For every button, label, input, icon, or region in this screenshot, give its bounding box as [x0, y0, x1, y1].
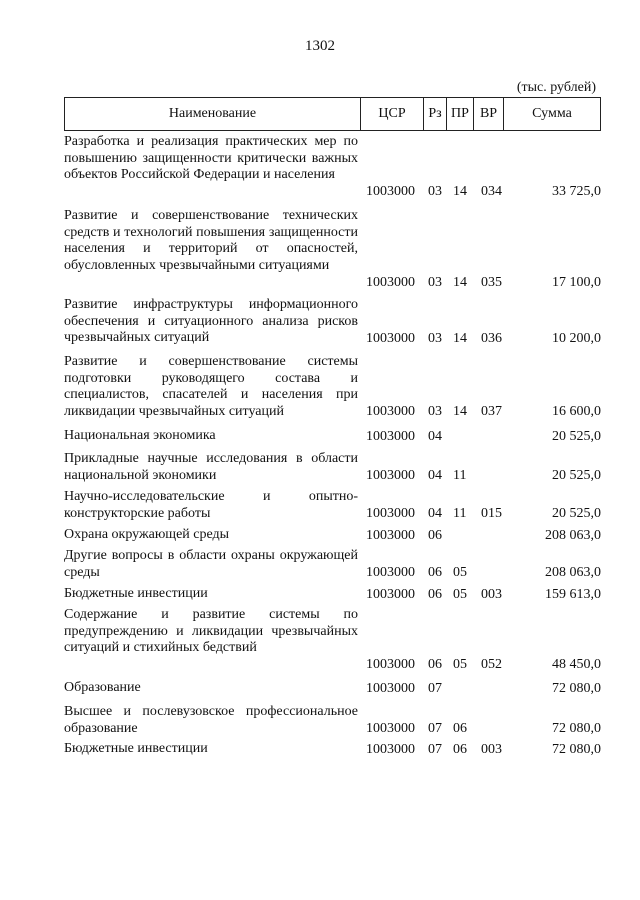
units-label: (тыс. рублей): [516, 80, 596, 95]
row-rz: 06: [428, 586, 442, 602]
row-sum: 208 063,0: [545, 527, 601, 543]
row-sum: 33 725,0: [552, 183, 601, 199]
row-pr: 05: [453, 564, 467, 580]
header-name: Наименование: [168, 106, 257, 121]
row-rz: 03: [428, 403, 442, 419]
table-row: [64, 741, 601, 758]
row-vr: 034: [481, 183, 502, 199]
row-pr: 06: [453, 741, 467, 757]
row-rz: 03: [428, 183, 442, 199]
row-name: Развитие и совершенствование технических средств и технологий повышения защищенности населения и территорий от опасностей, обусловленных чрезвычайными ситуациями: [64, 208, 358, 273]
table-row: [64, 586, 601, 603]
row-pr: 14: [453, 330, 467, 346]
row-name: Бюджетные инвестиции: [64, 586, 208, 601]
row-sum: 48 450,0: [552, 656, 601, 672]
table-row: [64, 548, 601, 581]
row-rz: 04: [428, 505, 442, 521]
row-sum: 10 200,0: [552, 330, 601, 346]
table-row: [64, 704, 601, 737]
row-name: Прикладные научные исследования в области национальной экономики: [64, 451, 358, 483]
row-csr: 1003000: [366, 720, 415, 736]
table-row: [64, 489, 601, 522]
table-row: [64, 607, 601, 673]
row-rz: 04: [428, 467, 442, 483]
table-row: [64, 208, 601, 291]
row-sum: 20 525,0: [552, 428, 601, 444]
row-pr: 14: [453, 183, 467, 199]
table-row: [64, 428, 601, 445]
row-csr: 1003000: [366, 680, 415, 696]
table-row: [64, 297, 601, 347]
row-name: Другие вопросы в области охраны окружающей среды: [64, 548, 358, 580]
table-row: [64, 527, 601, 544]
row-vr: 037: [481, 403, 502, 419]
row-name: Развитие и совершенствование системы подготовки руководящего состава и специалистов, спасателей и населения при ликвидации чрезвычайных ситуаций: [64, 354, 358, 419]
row-sum: 16 600,0: [552, 403, 601, 419]
row-csr: 1003000: [366, 428, 415, 444]
row-rz: 03: [428, 274, 442, 290]
row-sum: 72 080,0: [552, 741, 601, 757]
row-csr: 1003000: [366, 586, 415, 602]
row-pr: 11: [453, 467, 467, 483]
row-name: Охрана окружающей среды: [64, 527, 230, 542]
row-rz: 03: [428, 330, 442, 346]
row-sum: 20 525,0: [552, 467, 601, 483]
row-name: Бюджетные инвестиции: [64, 741, 208, 756]
page-number: 1302: [305, 38, 335, 54]
row-sum: 159 613,0: [545, 586, 601, 602]
row-rz: 04: [428, 428, 442, 444]
row-pr: 14: [453, 274, 467, 290]
row-csr: 1003000: [366, 403, 415, 419]
row-rz: 07: [428, 680, 442, 696]
row-csr: 1003000: [366, 330, 415, 346]
row-csr: 1003000: [366, 656, 415, 672]
table-row: [64, 680, 601, 697]
row-vr: 035: [481, 274, 502, 290]
row-name: Содержание и развитие системы по предупреждению и ликвидации чрезвычайных ситуаций и стихийных бедствий: [64, 607, 358, 655]
row-csr: 1003000: [366, 505, 415, 521]
row-csr: 1003000: [366, 274, 415, 290]
row-pr: 11: [453, 505, 467, 521]
row-rz: 06: [428, 527, 442, 543]
row-name: Образование: [64, 680, 141, 695]
table-row: [64, 451, 601, 484]
row-vr: 003: [481, 741, 502, 757]
header-csr: ЦСР: [360, 98, 423, 130]
row-vr: 015: [481, 505, 502, 521]
row-csr: 1003000: [366, 183, 415, 199]
row-pr: 06: [453, 720, 467, 736]
row-pr: 05: [453, 586, 467, 602]
row-sum: 20 525,0: [552, 505, 601, 521]
row-csr: 1003000: [366, 741, 415, 757]
table-row: [64, 134, 601, 200]
row-vr: 036: [481, 330, 502, 346]
header-rz: Рз: [423, 98, 446, 130]
row-rz: 06: [428, 564, 442, 580]
row-rz: 06: [428, 656, 442, 672]
table-header: [64, 97, 601, 131]
row-csr: 1003000: [366, 467, 415, 483]
row-vr: 052: [481, 656, 502, 672]
row-rz: 07: [428, 741, 442, 757]
row-vr: 003: [481, 586, 502, 602]
row-sum: 72 080,0: [552, 720, 601, 736]
row-csr: 1003000: [366, 527, 415, 543]
table-row: [64, 354, 601, 420]
header-vr: ВР: [473, 98, 503, 130]
row-sum: 72 080,0: [552, 680, 601, 696]
row-csr: 1003000: [366, 564, 415, 580]
header-sum: Сумма: [503, 98, 600, 130]
row-name: Разработка и реализация практических мер по повышению защищенности критически важных объектов Российской Федерации и населения: [64, 134, 358, 182]
row-sum: 208 063,0: [545, 564, 601, 580]
row-rz: 07: [428, 720, 442, 736]
row-pr: 14: [453, 403, 467, 419]
row-name: Развитие инфраструктуры информационного обеспечения и ситуационного анализа рисков чрезвычайных ситуаций: [64, 297, 358, 345]
row-name: Высшее и послевузовское профессиональное образование: [64, 704, 358, 736]
row-name: Научно-исследовательские и опытно-конструкторские работы: [64, 489, 358, 521]
row-sum: 17 100,0: [552, 274, 601, 290]
row-name: Национальная экономика: [64, 428, 216, 443]
header-pr: ПР: [446, 98, 473, 130]
row-pr: 05: [453, 656, 467, 672]
